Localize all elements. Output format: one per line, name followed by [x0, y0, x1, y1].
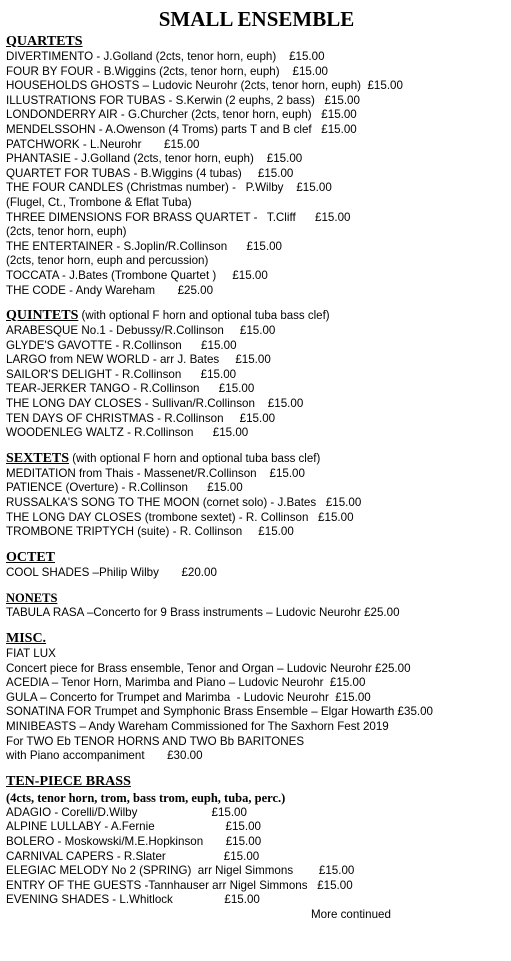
octet-section [6, 550, 507, 581]
list-item: MEDITATION from Thais - Massenet/R.Collinson £15.00 [6, 466, 305, 480]
nonets-list [6, 606, 507, 621]
list-item: TEN DAYS OF CHRISTMAS - R.Collinson £15.00 [6, 411, 276, 425]
sextets-heading-text: SEXTETS [6, 450, 70, 466]
list-item: GLYDE'S GAVOTTE - R.Collinson £15.00 [6, 338, 237, 352]
list-item: THE LONG DAY CLOSES - Sullivan/R.Collinson £15.00 [6, 397, 304, 411]
list-item: TEAR-JERKER TANGO - R.Collinson £15.00 [6, 382, 255, 396]
list-item: COOL SHADES –Philip Wilby £20.00 [6, 565, 217, 579]
list-item: ILLUSTRATIONS FOR TUBAS - S.Kerwin (2 euphs, 2 bass) £15.00 [6, 93, 360, 107]
quintets-heading-text: QUINTETS [6, 308, 79, 324]
list-item: BOLERO - Moskowski/M.E.Hopkinson £15.00 [6, 834, 262, 848]
sextets-section [6, 451, 507, 540]
list-item: ELEGIAC MELODY No 2 (SPRING) arr Nigel Simmons £15.00 [6, 864, 355, 878]
ten-piece-list [6, 806, 507, 908]
list-item: PATCHWORK - L.Neurohr £15.00 [6, 137, 200, 151]
page-title: SMALL ENSEMBLE [158, 7, 355, 31]
more-continued-note: More continued [311, 907, 391, 921]
ten-piece-instrumentation: (4cts, tenor horn, trom, bass trom, euph, tuba, perc.) [6, 790, 286, 805]
list-item: LONDONDERRY AIR - G.Churcher (2cts, tenor horn, euph) £15.00 [6, 108, 357, 122]
list-item: MINIBEASTS – Andy Wareham Commissioned for The Saxhorn Fest 2019 [6, 719, 389, 733]
list-item: THE FOUR CANDLES (Christmas number) - P.Wilby £15.00 [6, 181, 332, 195]
list-item: For TWO Eb TENOR HORNS AND TWO Bb BARITONES [6, 734, 305, 748]
list-item: ARABESQUE No.1 - Debussy/R.Collinson £15.00 [6, 324, 276, 338]
list-item: RUSSALKA'S SONG TO THE MOON (cornet solo) - J.Bates £15.00 [6, 496, 362, 510]
list-item: FIAT LUX [6, 647, 56, 660]
list-item: LARGO from NEW WORLD - arr J. Bates £15.00 [6, 353, 271, 367]
list-item: PHANTASIE - J.Golland (2cts, tenor horn, euph) £15.00 [6, 152, 303, 166]
list-item: TABULA RASA –Concerto for 9 Brass instruments – Ludovic Neurohr £25.00 [6, 606, 400, 620]
list-item: WOODENLEG WALTZ - R.Collinson £15.00 [6, 426, 249, 440]
quintets-note: (with optional F horn and optional tuba bass clef) [78, 310, 330, 323]
misc-list [6, 647, 507, 764]
sextets-list [6, 467, 507, 540]
list-item: THE LONG DAY CLOSES (trombone sextet) - R. Collinson £15.00 [6, 510, 354, 524]
list-item: with Piano accompaniment £30.00 [6, 749, 203, 763]
misc-section [6, 631, 507, 764]
misc-heading: MISC. [6, 631, 47, 646]
sextets-heading [6, 451, 507, 467]
quintets-section [6, 308, 507, 441]
ten-piece-heading: TEN-PIECE BRASS [6, 773, 131, 789]
list-item: THE ENTERTAINER - S.Joplin/R.Collinson £15.00 [6, 239, 282, 253]
list-item: SAILOR'S DELIGHT - R.Collinson £15.00 [6, 367, 237, 381]
list-item: ENTRY OF THE GUESTS -Tannhauser arr Nigel Simmons £15.00 [6, 878, 353, 892]
list-item: HOUSEHOLDS GHOSTS – Ludovic Neurohr (2cts, tenor horn, euph) £15.00 [6, 79, 403, 93]
quartets-heading: QUARTETS [6, 34, 83, 49]
list-item: CARNIVAL CAPERS - R.Slater £15.00 [6, 849, 260, 863]
nonets-section [6, 590, 507, 621]
list-item: SONATINA FOR Trumpet and Symphonic Brass Ensemble – Elgar Howarth £35.00 [6, 705, 434, 719]
list-item: PATIENCE (Overture) - R.Collinson £15.00 [6, 481, 243, 495]
list-item: (2cts, tenor horn, euph) [6, 225, 127, 239]
list-item: THE CODE - Andy Wareham £25.00 [6, 283, 214, 297]
octet-heading: OCTET [6, 549, 56, 565]
list-item: ALPINE LULLABY - A.Fernie £15.00 [6, 820, 261, 834]
list-item: Concert piece for Brass ensemble, Tenor and Organ – Ludovic Neurohr £25.00 [6, 661, 411, 675]
quintets-list [6, 324, 507, 441]
ten-piece-section [6, 774, 507, 908]
list-item: MENDELSSOHN - A.Owenson (4 Troms) parts T and B clef £15.00 [6, 122, 357, 136]
list-item: GULA – Concerto for Trumpet and Marimba - Ludovic Neurohr £15.00 [6, 690, 371, 704]
list-item: QUARTET FOR TUBAS - B.Wiggins (4 tubas) £15.00 [6, 166, 294, 180]
list-item: EVENING SHADES - L.Whitlock £15.00 [6, 893, 260, 907]
list-item: THREE DIMENSIONS FOR BRASS QUARTET - T.Cliff £15.00 [6, 210, 351, 224]
list-item: (2cts, tenor horn, euph and percussion) [6, 254, 209, 268]
list-item: ACEDIA – Tenor Horn, Marimba and Piano – Ludovic Neurohr £15.00 [6, 676, 366, 690]
list-item: (Flugel, Ct., Trombone & Eflat Tuba) [6, 195, 192, 209]
list-item: TOCCATA - J.Bates (Trombone Quartet ) £15.00 [6, 268, 268, 282]
quintets-heading [6, 308, 507, 324]
quartets-list [6, 50, 507, 298]
list-item: TROMBONE TRIPTYCH (suite) - R. Collinson £15.00 [6, 525, 294, 539]
list-item: ADAGIO - Corelli/D.Wilby £15.00 [6, 805, 247, 819]
sextets-note: (with optional F horn and optional tuba bass clef) [69, 452, 321, 465]
quartets-section [6, 34, 507, 298]
nonets-heading: NONETS [6, 591, 58, 606]
octet-list [6, 566, 507, 581]
list-item: DIVERTIMENTO - J.Golland (2cts, tenor horn, euph) £15.00 [6, 50, 325, 63]
list-item: FOUR BY FOUR - B.Wiggins (2cts, tenor horn, euph) £15.00 [6, 64, 328, 78]
